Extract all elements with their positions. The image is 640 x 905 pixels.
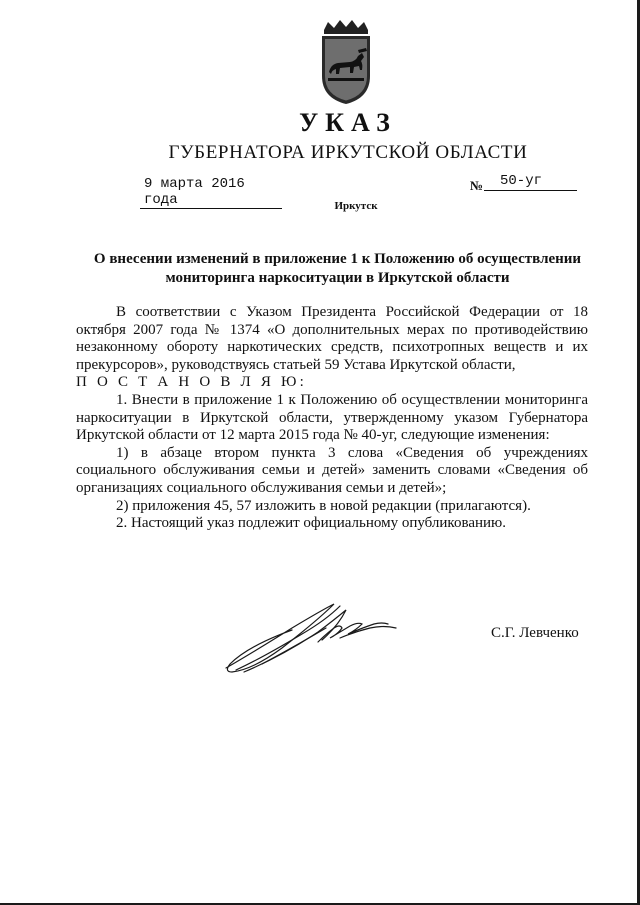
number-sign: № (470, 178, 484, 193)
decree-body (76, 304, 588, 533)
decree-city: Иркутск (334, 200, 378, 212)
decree-number: 50-уг (484, 172, 577, 191)
decree-word: П О С Т А Н О В Л Я Ю: (76, 374, 307, 391)
item-1-1-paragraph: 1) в абзаце втором пункта 3 слова «Сведения об учреждениях социального обслуживания семьи и детей» заменить словами «Сведения об организациях социального обслуживания семьи и детей»; (76, 444, 588, 496)
document-subtitle: ГУБЕРНАТОРА ИРКУТСКОЙ ОБЛАСТИ (168, 142, 528, 163)
item-1-paragraph: 1. Внести в приложение 1 к Положению об осуществлении мониторинга наркоситуации в Иркутской области, утвержденному указом Губернатора Иркутской области от 12 марта 2015 года № 40-уг, следующие изменения: (76, 391, 588, 444)
decree-subject: О внесении изменений в приложение 1 к Положению об осуществлении мониторинга наркоситуации в Иркутской области (93, 251, 582, 286)
signer-name: С.Г. Левченко (491, 625, 579, 641)
preamble-paragraph: В соответствии с Указом Президента Российской Федерации от 18 октября 2007 года № 1374 «О дополнительных мерах по противодействию незаконному обороту наркотических средств, психотропных веществ и их прекурсоров», руководствуясь статьей 59 Устава Иркутской области, (76, 304, 588, 373)
handwritten-signature-icon (222, 598, 402, 682)
document-title: УКАЗ (299, 108, 397, 137)
decree-date: 9 марта 2016 года (140, 176, 282, 209)
item-2-paragraph: 2. Настоящий указ подлежит официальному опубликованию. (116, 515, 507, 532)
item-1-2-paragraph: 2) приложения 45, 57 изложить в новой редакции (прилагаются). (116, 497, 531, 514)
irkutsk-coat-of-arms-icon (318, 20, 374, 106)
